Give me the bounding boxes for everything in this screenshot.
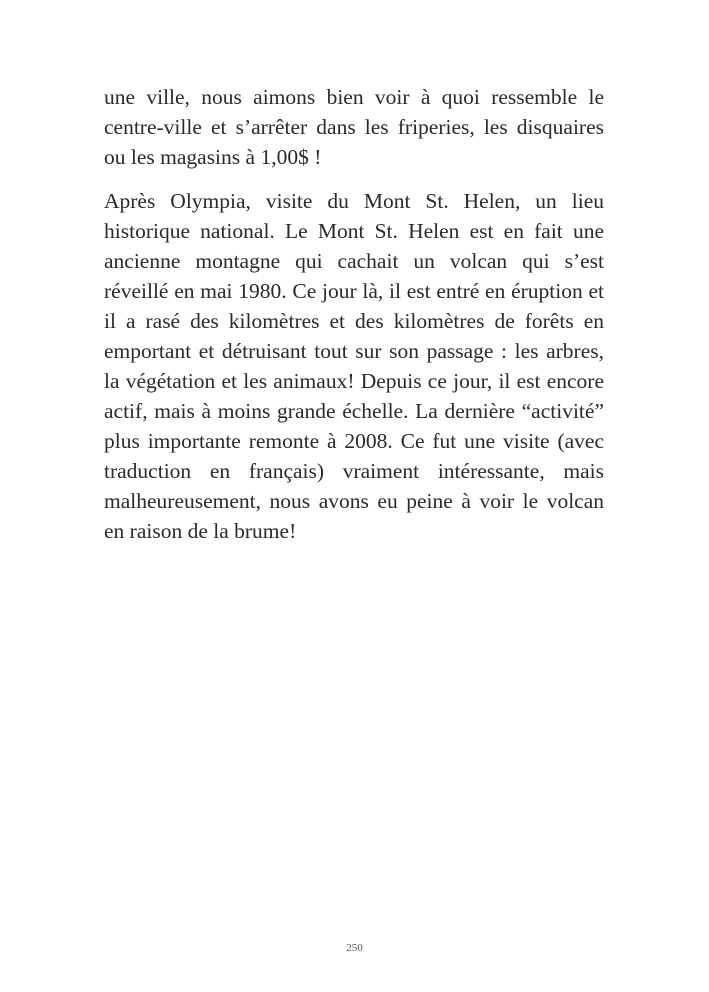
paragraph-continuation: une ville, nous aimons bien voir à quoi ressemble le centre-ville et s’arrêter dans les friperies, les disquaires ou les magasins à 1,00$ ! xyxy=(104,85,604,169)
paragraph-mont-st-helen: Après Olympia, visite du Mont St. Helen, un lieu historique national. Le Mont St. Helen est en fait une ancienne montagne qui cachait un volcan qui s’est réveillé en mai 1980. Ce jour là, il est entré en éruption et il a rasé des kilomètres et des kilomètres de forêts en emportant et détruisant tout sur son passage : les arbres, la végétation et les animaux! Depuis ce jour, il est encore actif, mais à moins grande échelle. La dernière “activité” plus importante remonte à 2008. Ce fut une visite (avec traduction en français) vraiment intéressante, mais malheureusement, nous avons eu peine à voir le volcan en raison de la brume! xyxy=(104,189,604,543)
page-number: 250 xyxy=(346,942,363,954)
body-text xyxy=(104,82,604,546)
